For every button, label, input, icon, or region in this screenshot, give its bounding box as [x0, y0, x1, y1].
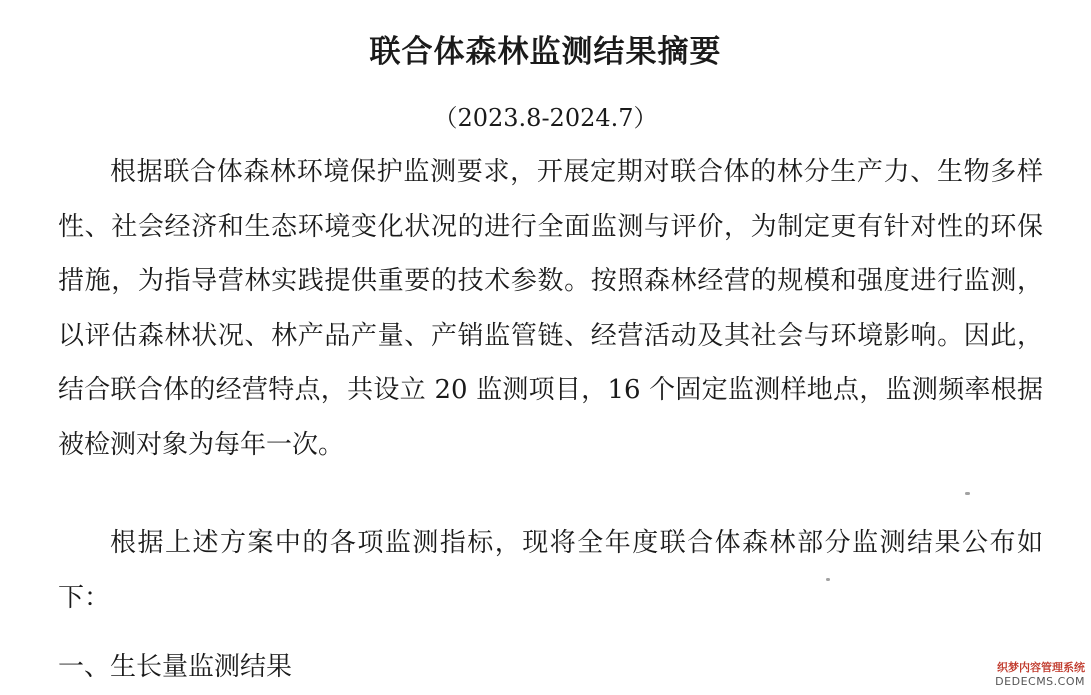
report-period: （2023.8-2024.7）: [433, 104, 658, 132]
watermark-url: DEDECMS.COM: [995, 675, 1085, 688]
watermark-text: 织梦内容管理系统: [997, 661, 1085, 674]
intro-paragraph: 根据联合体森林环境保护监测要求，开展定期对联合体的林分生产力、生物多样性、社会经济和生态环境变化状况的进行全面监测与评价，为制定更有针对性的环保措施，为指导营林实践提供重要的技术参数。按照森林经营的规模和强度进行监测，以评估森林状况、林产品产量、产销监管链、经营活动及其社会与环境影响。因此，结合联合体的经营特点，共设立 20 监测项目，16 个固定监测样地点，监测频率根据被检测对象为每年一次。: [58, 157, 1043, 460]
scan-speck: [826, 578, 830, 581]
document-title: 联合体森林监测结果摘要: [369, 34, 722, 70]
scan-speck: [965, 492, 970, 495]
watermark-logo: [977, 661, 1085, 689]
section-heading: 一、生长量监测结果: [58, 652, 293, 682]
announcement-paragraph: 根据上述方案中的各项监测指标，现将全年度联合体森林部分监测结果公布如下：: [58, 528, 1043, 613]
